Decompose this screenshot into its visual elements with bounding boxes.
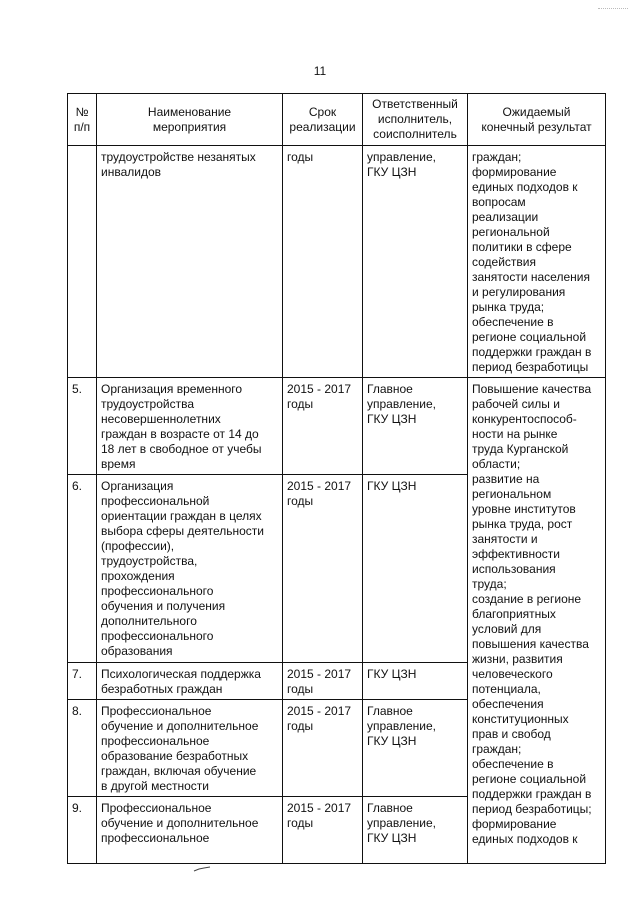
row-number: 5.	[68, 378, 97, 475]
row-name: Психологическая поддержка безработных граждан	[97, 663, 283, 700]
header-name: Наименование мероприятия	[97, 94, 283, 146]
table-row	[68, 146, 606, 378]
row-term: 2015 - 2017 годы	[283, 475, 363, 663]
scan-mark	[193, 866, 211, 872]
row-term: 2015 - 2017 годы	[283, 797, 363, 864]
header-result: Ожидаемый конечный результат	[468, 94, 606, 146]
header-term: Срок реализации	[283, 94, 363, 146]
row-term: годы	[283, 146, 363, 378]
row-executor: управление, ГКУ ЦЗН	[363, 146, 468, 378]
scan-dots	[598, 8, 628, 11]
row-executor: Главное управление, ГКУ ЦЗН	[363, 700, 468, 797]
table-row	[68, 378, 606, 475]
table-header-row	[68, 94, 606, 146]
row-name: Профессиональное обучение и дополнительное профессиональное образование безработных граждан, включая обучение в другой местности	[97, 700, 283, 797]
row-name: Профессиональное обучение и дополнительное профессиональное	[97, 797, 283, 864]
row-term: 2015 - 2017 годы	[283, 378, 363, 475]
measures-table	[67, 93, 606, 864]
row-number	[68, 146, 97, 378]
row-executor: Главное управление, ГКУ ЦЗН	[363, 797, 468, 864]
page-number: 11	[313, 64, 327, 78]
row-name: Организация профессиональной ориентации граждан в целях выбора сферы деятельности (профессии), трудоустройства, прохождения профессионального обучения и получения дополнительного профессионального образования	[97, 475, 283, 663]
row-executor: ГКУ ЦЗН	[363, 663, 468, 700]
row-number: 6.	[68, 475, 97, 663]
row-name: Организация временного трудоустройства несовершеннолетних граждан в возрасте от 14 до 18 лет в свободное от учебы время	[97, 378, 283, 475]
row-executor: ГКУ ЦЗН	[363, 475, 468, 663]
row-executor: Главное управление, ГКУ ЦЗН	[363, 378, 468, 475]
row-number: 7.	[68, 663, 97, 700]
header-number: № п/п	[68, 94, 97, 146]
row-name: трудоустройстве незанятых инвалидов	[97, 146, 283, 378]
row-term: 2015 - 2017 годы	[283, 663, 363, 700]
row-result: граждан; формирование единых подходов к вопросам реализации региональной политики в сфере содействия занятости населения и регулирования рынка труда; обеспечение в регионе социальной поддержки граждан в период безработицы	[468, 146, 606, 378]
merged-result: Повышение качества рабочей силы и конкурентоспособ- ности на рынке труда Курганской области; развитие на региональном уровне институтов рынка труда, рост занятости и эффективности использования труда; создание в регионе благоприятных условий для повышения качества жизни, развития человеческого потенциала, обеспечения конституционных прав и свобод граждан; обеспечение в регионе социальной поддержки граждан в период безработицы; формирование единых подходов к	[468, 378, 606, 864]
row-number: 8.	[68, 700, 97, 797]
row-term: 2015 - 2017 годы	[283, 700, 363, 797]
row-number: 9.	[68, 797, 97, 864]
header-executor: Ответственный исполнитель, соисполнитель	[363, 94, 468, 146]
